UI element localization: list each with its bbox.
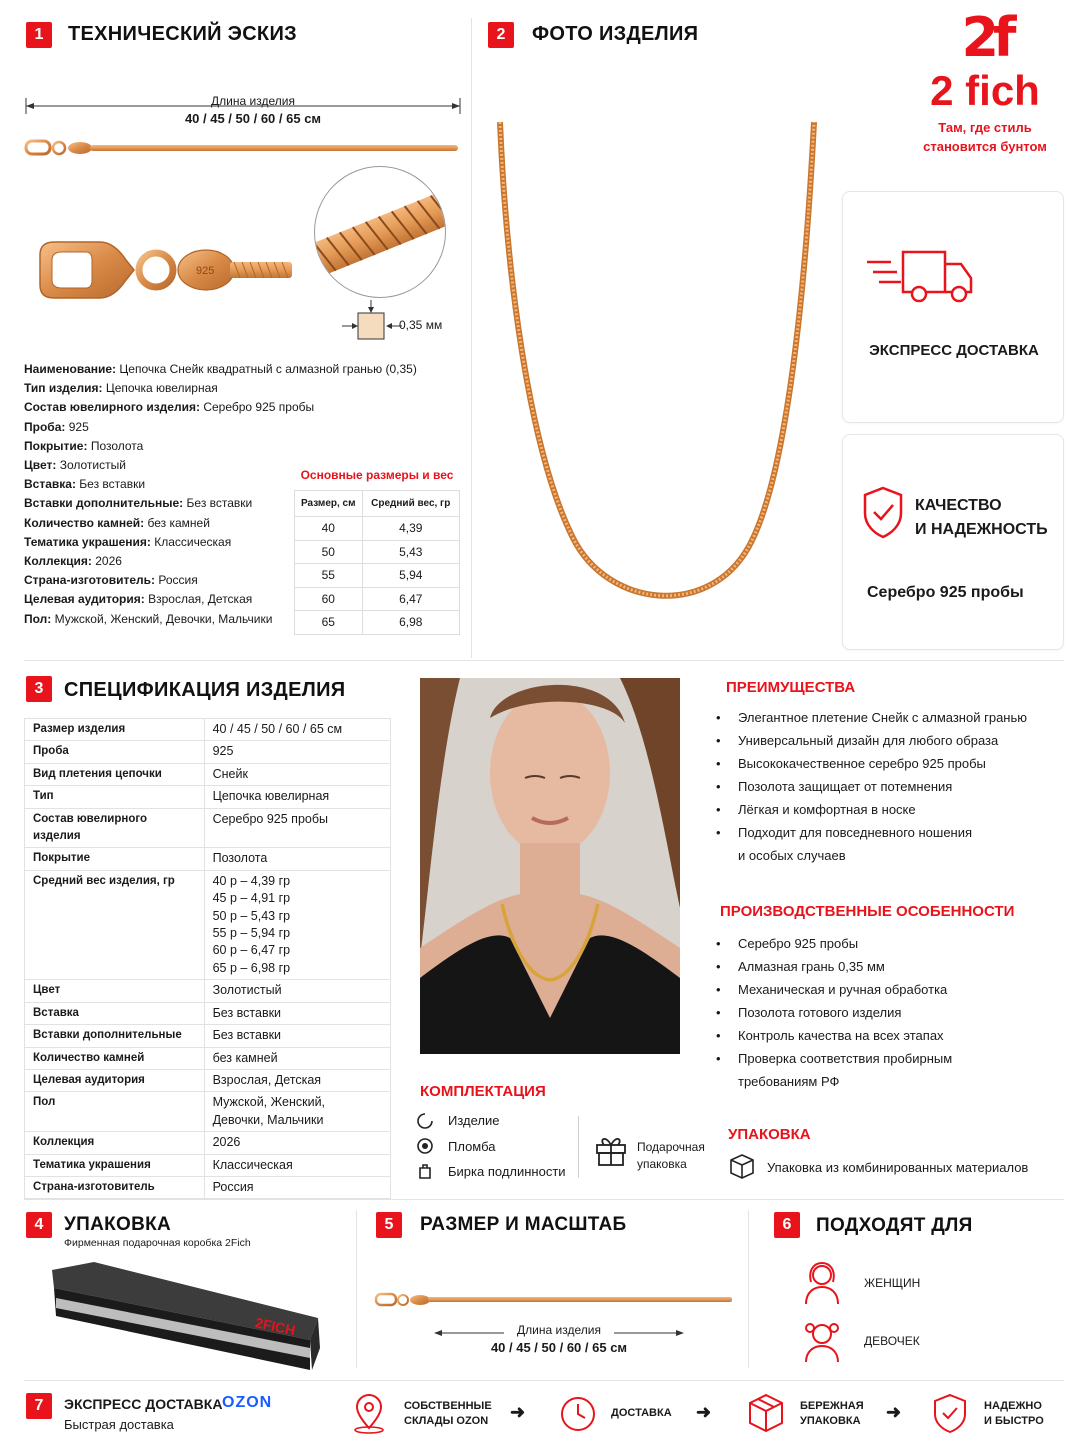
audience-item: ЖЕНЩИН bbox=[864, 1276, 921, 1290]
production-list bbox=[716, 932, 952, 1093]
tag-icon bbox=[416, 1162, 434, 1180]
truck-icon bbox=[867, 246, 977, 306]
section-number: 1 bbox=[26, 22, 52, 48]
necklace-photo bbox=[488, 118, 828, 638]
ozon-logo: OZON bbox=[222, 1394, 273, 1411]
property-key: Наименование: bbox=[24, 362, 117, 376]
size-cell: 65 bbox=[295, 611, 363, 635]
spec-value: без камней bbox=[204, 1047, 390, 1069]
list-item: • Проверка соответствия пробирным требованиям РФ bbox=[716, 1047, 952, 1093]
property-value: Золотистый bbox=[59, 458, 126, 473]
table-row bbox=[25, 741, 391, 763]
step-label-line2: СКЛАДЫ OZON bbox=[404, 1415, 489, 1427]
chain-scale-image bbox=[374, 1290, 734, 1310]
divider bbox=[24, 1199, 1064, 1200]
sizes-title: Основные размеры и вес bbox=[300, 468, 454, 482]
list-item: • Лёгкая и комфортная в носке bbox=[716, 798, 1027, 821]
table-row bbox=[295, 564, 460, 588]
spec-value: Взрослая, Детская bbox=[204, 1069, 390, 1091]
property-key: Вставки дополнительные: bbox=[24, 496, 184, 511]
divider bbox=[578, 1116, 579, 1178]
table-row bbox=[25, 1025, 391, 1047]
property-value: без камней bbox=[147, 515, 210, 530]
length-values: 40 / 45 / 50 / 60 / 65 см bbox=[184, 111, 322, 126]
table-row bbox=[25, 1176, 391, 1198]
spec-key: Количество камней bbox=[25, 1047, 205, 1069]
table-row bbox=[25, 1002, 391, 1024]
audience-item: ДЕВОЧЕК bbox=[864, 1334, 920, 1348]
property-row bbox=[24, 379, 417, 398]
arrow-icon: ➜ bbox=[696, 1402, 712, 1422]
table-row bbox=[295, 611, 460, 635]
delivery-card bbox=[842, 191, 1064, 423]
advantages-list bbox=[716, 706, 1027, 867]
spec-key: Цвет bbox=[25, 980, 205, 1002]
quality-card-line2: И НАДЕЖНОСТЬ bbox=[915, 521, 1048, 538]
girl-icon bbox=[802, 1318, 842, 1364]
spec-value: Классическая bbox=[204, 1154, 390, 1176]
property-row bbox=[24, 418, 417, 437]
list-item: • Алмазная грань 0,35 мм bbox=[716, 955, 952, 978]
shield-check-icon bbox=[932, 1392, 968, 1434]
property-value: Серебро 925 пробы bbox=[203, 400, 315, 415]
quality-card-line1: КАЧЕСТВО bbox=[915, 497, 1002, 514]
spec-value: 925 bbox=[204, 741, 390, 763]
length-dimension-line bbox=[24, 98, 462, 114]
step-label-line1: БЕРЕЖНАЯ bbox=[800, 1400, 864, 1412]
spec-value: 40 / 45 / 50 / 60 / 65 см bbox=[204, 719, 390, 741]
list-item: • Высококачественное серебро 925 пробы bbox=[716, 752, 1027, 775]
property-row bbox=[24, 437, 417, 456]
section-title: СПЕЦИФИКАЦИЯ ИЗДЕЛИЯ bbox=[64, 679, 346, 701]
weight-cell: 5,94 bbox=[362, 564, 460, 588]
section-number: 7 bbox=[26, 1393, 52, 1419]
size-cell: 50 bbox=[295, 540, 363, 564]
sizes-head-weight: Средний вес, гр bbox=[362, 491, 460, 517]
sizes-head-size: Размер, см bbox=[295, 491, 363, 517]
property-key: Страна-изготовитель: bbox=[24, 573, 156, 588]
divider bbox=[471, 18, 472, 658]
property-value: 925 bbox=[68, 419, 89, 434]
property-key: Покрытие: bbox=[24, 438, 88, 453]
section-number: 3 bbox=[26, 676, 52, 702]
quality-card bbox=[842, 434, 1064, 650]
clasp-closeup-image bbox=[30, 230, 295, 310]
woman-icon bbox=[802, 1260, 842, 1306]
spec-value: Позолота bbox=[204, 848, 390, 870]
table-row bbox=[25, 763, 391, 785]
spec-key: Целевая аудитория bbox=[25, 1069, 205, 1091]
step-label-line1: НАДЕЖНО bbox=[984, 1400, 1042, 1412]
list-item: • Универсальный дизайн для любого образа bbox=[716, 729, 1027, 752]
step-label-line2: И БЫСТРО bbox=[984, 1415, 1044, 1427]
kit-item: Изделие bbox=[448, 1113, 500, 1128]
width-label: 0,35 мм bbox=[399, 318, 443, 332]
table-row bbox=[25, 786, 391, 808]
table-row bbox=[25, 870, 391, 979]
spec-value: Без вставки bbox=[204, 1025, 390, 1047]
property-value: Цепочка ювелирная bbox=[105, 381, 218, 396]
length-values: 40 / 45 / 50 / 60 / 65 см bbox=[490, 1340, 628, 1355]
table-row bbox=[25, 1092, 391, 1132]
kit-title: КОМПЛЕКТАЦИЯ bbox=[420, 1083, 546, 1100]
table-row bbox=[25, 1047, 391, 1069]
property-key: Пол: bbox=[24, 611, 52, 626]
section-title: ФОТО ИЗДЕЛИЯ bbox=[532, 23, 699, 45]
property-value: Без вставки bbox=[79, 477, 146, 492]
arrow-icon: ➜ bbox=[886, 1402, 902, 1422]
spec-key: Покрытие bbox=[25, 848, 205, 870]
gift-box-photo bbox=[48, 1258, 323, 1378]
list-item: • Механическая и ручная обработка bbox=[716, 978, 952, 1001]
property-value: Цепочка Снейк квадратный с алмазной гранью (0,35) bbox=[119, 362, 417, 376]
section-title: ТЕХНИЧЕСКИЙ ЭСКИЗ bbox=[68, 23, 297, 45]
property-key: Количество камней: bbox=[24, 515, 145, 530]
spec-key: Состав ювелирного изделия bbox=[25, 808, 205, 848]
table-row bbox=[25, 1132, 391, 1154]
property-value: 2026 bbox=[95, 554, 122, 569]
spec-value: 2026 bbox=[204, 1132, 390, 1154]
packaging-text: Упаковка из комбинированных материалов bbox=[767, 1160, 1029, 1175]
property-key: Цвет: bbox=[24, 458, 57, 473]
section-number: 2 bbox=[488, 22, 514, 48]
section-title: РАЗМЕР И МАСШТАБ bbox=[420, 1214, 627, 1235]
divider bbox=[24, 660, 1064, 661]
divider bbox=[356, 1210, 357, 1368]
section-subtitle: Фирменная подарочная коробка 2Fich bbox=[64, 1237, 251, 1249]
table-row bbox=[25, 1154, 391, 1176]
section-number: 5 bbox=[376, 1212, 402, 1238]
kit-item: Пломба bbox=[448, 1139, 496, 1154]
width-indicator bbox=[342, 300, 402, 340]
spec-key: Вид плетения цепочки bbox=[25, 763, 205, 785]
section-subtitle: Быстрая доставка bbox=[64, 1417, 174, 1432]
property-key: Целевая аудитория: bbox=[24, 592, 145, 607]
step-label-line1: ДОСТАВКА bbox=[611, 1407, 672, 1419]
section-title: ЭКСПРЕСС ДОСТАВКА bbox=[64, 1396, 223, 1412]
table-row bbox=[25, 980, 391, 1002]
clock-icon bbox=[558, 1394, 598, 1434]
table-row bbox=[25, 1069, 391, 1091]
list-item: • Позолота готового изделия bbox=[716, 1001, 952, 1024]
quality-card-silver: Серебро 925 пробы bbox=[867, 584, 1024, 601]
size-cell: 60 bbox=[295, 587, 363, 611]
property-key: Проба: bbox=[24, 419, 66, 434]
length-label: Длина изделия bbox=[211, 94, 295, 108]
divider bbox=[748, 1210, 749, 1368]
table-row bbox=[295, 587, 460, 611]
chain-macro-circle bbox=[314, 166, 446, 298]
stamp-925: 925 bbox=[196, 265, 215, 277]
spec-key: Размер изделия bbox=[25, 719, 205, 741]
step-label-line2: УПАКОВКА bbox=[800, 1415, 861, 1427]
arrow-icon: ➜ bbox=[510, 1402, 526, 1422]
spec-value: 40 р – 4,39 гр 45 р – 4,91 гр 50 р – 5,43 гр 55 р – 5,94 гр 60 р – 6,47 гр 65 р – 6,98 гр bbox=[204, 870, 390, 979]
spec-key: Вставки дополнительные bbox=[25, 1025, 205, 1047]
weight-cell: 6,98 bbox=[362, 611, 460, 635]
property-key: Состав ювелирного изделия: bbox=[24, 400, 200, 415]
brand-slogan-line1: Там, где стиль bbox=[938, 120, 1032, 135]
spec-value: Цепочка ювелирная bbox=[204, 786, 390, 808]
chain-ring-icon bbox=[416, 1112, 434, 1130]
brand-logo-name: 2 fich bbox=[930, 67, 1040, 114]
spec-key: Тематика украшения bbox=[25, 1154, 205, 1176]
spec-value: Золотистый bbox=[204, 980, 390, 1002]
property-value: Взрослая, Детская bbox=[148, 592, 253, 607]
spec-key: Страна-изготовитель bbox=[25, 1176, 205, 1198]
section-title: УПАКОВКА bbox=[64, 1214, 172, 1235]
section-number: 4 bbox=[26, 1212, 52, 1238]
section-title: ПОДХОДЯТ ДЛЯ bbox=[816, 1215, 973, 1236]
spec-table bbox=[24, 718, 391, 1199]
list-item: • Элегантное плетение Снейк с алмазной гранью bbox=[716, 706, 1027, 729]
spec-value: Снейк bbox=[204, 763, 390, 785]
spec-value: Мужской, Женский, Девочки, Мальчики bbox=[204, 1092, 390, 1132]
model-photo bbox=[420, 678, 680, 1054]
advantages-title: ПРЕИМУЩЕСТВА bbox=[726, 679, 856, 696]
list-item: • Позолота защищает от потемнения bbox=[716, 775, 1027, 798]
spec-key: Средний вес изделия, гр bbox=[25, 870, 205, 979]
box-logo: 2FICH bbox=[253, 1314, 297, 1339]
spec-value: Без вставки bbox=[204, 1002, 390, 1024]
production-title: ПРОИЗВОДСТВЕННЫЕ ОСОБЕННОСТИ bbox=[720, 903, 1015, 920]
property-key: Коллекция: bbox=[24, 554, 92, 569]
shield-check-icon bbox=[861, 485, 905, 539]
property-value: Мужской, Женский, Девочки, Мальчики bbox=[54, 611, 273, 626]
weight-cell: 5,43 bbox=[362, 540, 460, 564]
kit-item: Бирка подлинности bbox=[448, 1164, 566, 1179]
weight-cell: 4,39 bbox=[362, 517, 460, 541]
gift-label-line1: Подарочная bbox=[637, 1140, 705, 1154]
section-number: 6 bbox=[774, 1212, 800, 1238]
packaging-title: УПАКОВКА bbox=[728, 1126, 811, 1143]
spec-value: Россия bbox=[204, 1176, 390, 1198]
divider bbox=[24, 1380, 1064, 1381]
brand-slogan-line2: становится бунтом bbox=[923, 139, 1047, 154]
weight-cell: 6,47 bbox=[362, 587, 460, 611]
spec-key: Проба bbox=[25, 741, 205, 763]
seal-icon bbox=[416, 1137, 434, 1155]
list-item: • Серебро 925 пробы bbox=[716, 932, 952, 955]
list-item: • Подходит для повседневного ношения и особых случаев bbox=[716, 821, 1027, 867]
location-pin-icon bbox=[350, 1394, 388, 1434]
list-item: • Контроль качества на всех этапах bbox=[716, 1024, 952, 1047]
gift-label-line2: упаковка bbox=[637, 1157, 687, 1171]
brand-logo-mark: 2f bbox=[961, 6, 1011, 69]
delivery-card-label: ЭКСПРЕСС ДОСТАВКА bbox=[869, 342, 1039, 359]
property-value: Позолота bbox=[90, 438, 144, 453]
spec-key: Коллекция bbox=[25, 1132, 205, 1154]
length-label: Длина изделия bbox=[517, 1323, 601, 1337]
spec-value: Серебро 925 пробы bbox=[204, 808, 390, 848]
property-value: Без вставки bbox=[186, 496, 253, 511]
property-key: Вставка: bbox=[24, 477, 76, 492]
table-row bbox=[295, 517, 460, 541]
property-key: Тематика украшения: bbox=[24, 534, 151, 549]
spec-key: Вставка bbox=[25, 1002, 205, 1024]
size-cell: 40 bbox=[295, 517, 363, 541]
property-row bbox=[24, 360, 417, 379]
box-icon bbox=[728, 1152, 756, 1180]
box-icon bbox=[746, 1392, 786, 1434]
property-value: Классическая bbox=[154, 534, 232, 549]
property-value: Россия bbox=[158, 573, 198, 588]
size-cell: 55 bbox=[295, 564, 363, 588]
table-row bbox=[25, 719, 391, 741]
table-row bbox=[295, 540, 460, 564]
property-row bbox=[24, 398, 417, 417]
table-row bbox=[25, 848, 391, 870]
step-label-line1: СОБСТВЕННЫЕ bbox=[404, 1400, 492, 1412]
table-row bbox=[25, 808, 391, 848]
spec-key: Пол bbox=[25, 1092, 205, 1132]
gift-icon bbox=[594, 1133, 628, 1167]
chain-sketch bbox=[24, 136, 462, 160]
spec-key: Тип bbox=[25, 786, 205, 808]
sizes-table bbox=[294, 490, 460, 635]
property-key: Тип изделия: bbox=[24, 381, 103, 396]
